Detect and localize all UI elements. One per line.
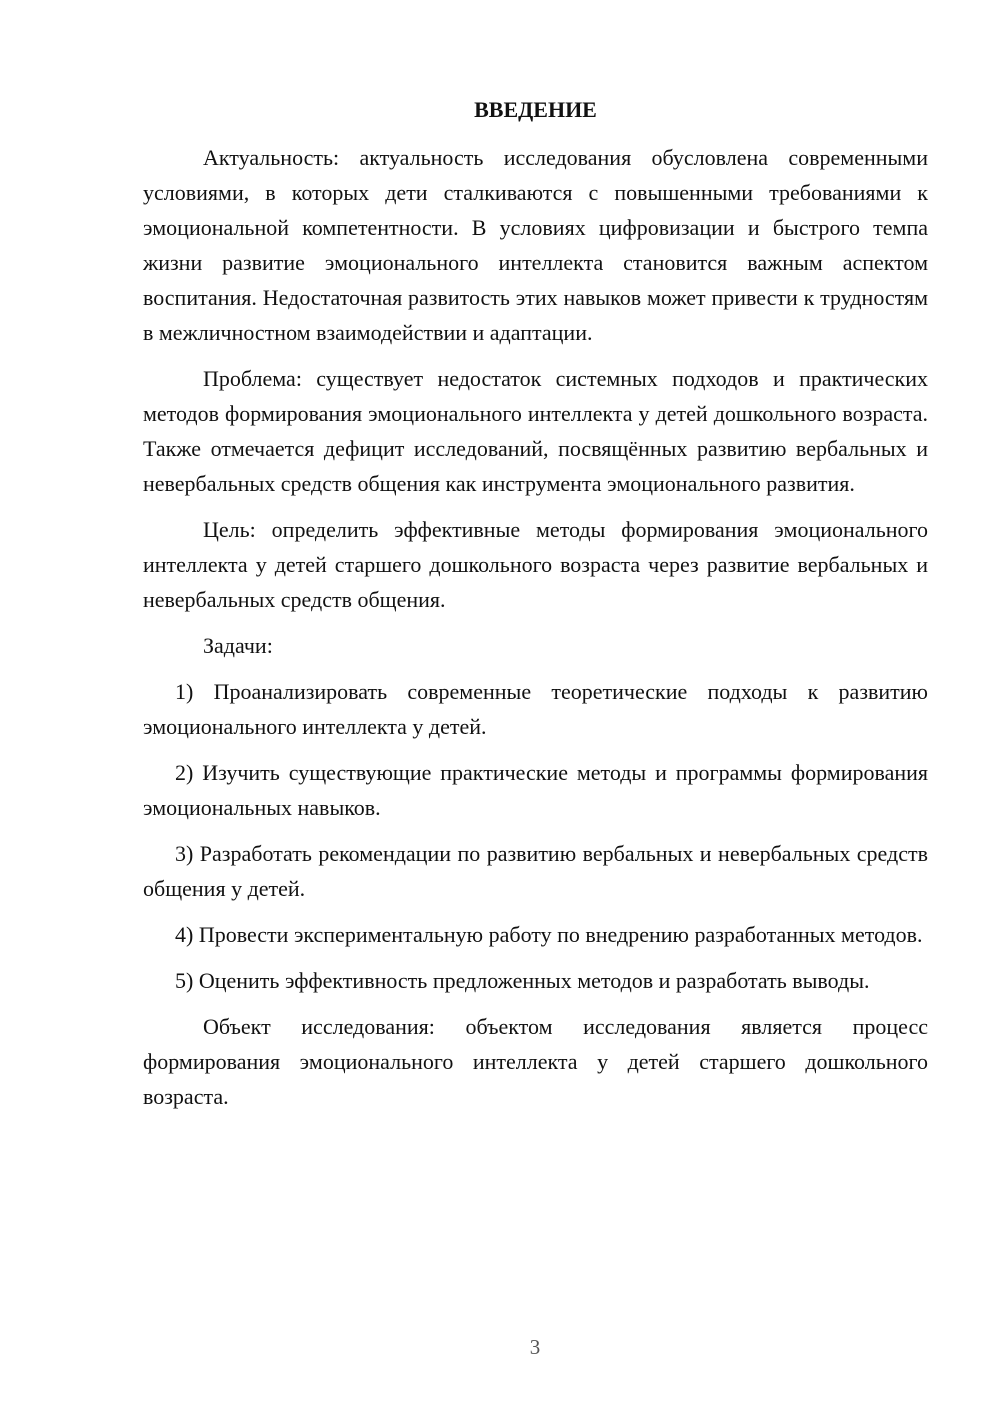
task-item-4: 4) Провести экспериментальную работу по внедрению разработанных методов. (175, 922, 923, 947)
section-heading: ВВЕДЕНИЕ (474, 97, 597, 122)
page-number: 3 (529, 1335, 541, 1359)
task-item-2: 2) Изучить существующие практические методы и программы формирования эмоциональных навыков. (143, 760, 928, 820)
paragraph-problem: Проблема: существует недостаток системных подходов и практических методов формирования эмоционального интеллекта у детей дошкольного возраста. Также отмечается дефицит исследований, посвящённых развитию вербальных и невербальных средств общения как инструмента эмоционального развития. (143, 366, 928, 496)
task-item-3: 3) Разработать рекомендации по развитию вербальных и невербальных средств общения у детей. (143, 841, 928, 901)
page-content (143, 92, 928, 1125)
tasks-label: Задачи: (203, 633, 273, 658)
paragraph-object: Объект исследования: объектом исследования является процесс формирования эмоционального интеллекта у детей старшего дошкольного возраста. (143, 1014, 928, 1109)
paragraph-goal: Цель: определить эффективные методы формирования эмоционального интеллекта у детей старшего дошкольного возраста через развитие вербальных и невербальных средств общения. (143, 517, 928, 612)
task-item-5: 5) Оценить эффективность предложенных методов и разработать выводы. (175, 968, 870, 993)
paragraph-relevance: Актуальность: актуальность исследования обусловлена современными условиями, в которых дети сталкиваются с повышенными требованиями к эмоциональной компетентности. В условиях цифровизации и быстрого темпа жизни развитие эмоционального интеллекта становится важным аспектом воспитания. Недостаточная развитость этих навыков может привести к трудностям в межличностном взаимодействии и адаптации. (143, 145, 928, 345)
task-item-1: 1) Проанализировать современные теоретические подходы к развитию эмоционального интеллекта у детей. (143, 679, 928, 739)
